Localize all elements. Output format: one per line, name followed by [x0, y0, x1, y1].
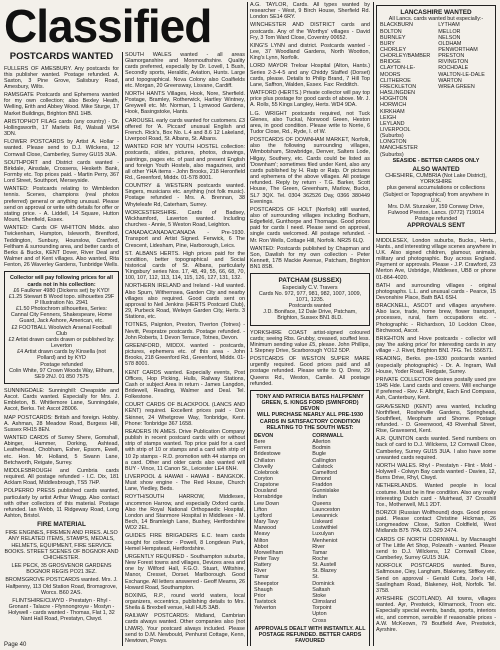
classified-ad: SUNNINGDALE: Sunninghill: Cheapside and Ascot. Cards wanted. Especially for Mrs. J. Embleton, B. Whitlemore Lane, Sunningdale, Ascot, Berks. Tel: Ascot 28006. [4, 388, 119, 413]
list-line: Milton Abbot [254, 537, 269, 550]
classified-ad: FULLERS OF AMESBURY. Any postcards for this publisher wanted. Postage refunded. A. Saxton, 3 Pine Grove, Salisbury Road, Amesbury, Wilts. [4, 65, 119, 90]
page-folio: Page 40 [4, 642, 27, 648]
list-line: Callington [312, 457, 337, 464]
list-line: Fraddon [312, 482, 333, 489]
classified-ad: NETHERLANDS. Wanted people in local costume. Must be in fine condition. Also any really interesting Dutch card - Muirhead, 37 Crosshill Tce., Motherwell, ML1 2DT. [376, 483, 496, 508]
list-line: Gunnislake [312, 488, 340, 495]
classified-ad: ROYTH/SOUTH HARROW, Middlesex, uncommon Harrow, and especially Oxford cards. Also the Royal National Orthopaedic Hospital, London and Stanmore Hospital in Middlesex - M. Bech, 14 Bramleigh Lane, Bushey, Hertfordshire WD2 2EL. [125, 494, 245, 532]
list-line: Shaugh Prior [254, 586, 273, 599]
classified-ad: WANTED FOR MY YOUTH HOSTEL collection: postcards, slides, pictures, photos, drawings, paintings, pages etc. of past and present English and foreign Youth Hostels, also magazines, and all other YHA items - John Brooks, 218 Heronfield Rd., Greenford, Middx. 01-578 8001. [125, 144, 245, 181]
list-line: Mary Tavy [254, 519, 279, 526]
classified-ad: MAP POSTCARDS: British and foreign. Hobby. A. Ashman, 28 Meadow Road, Burgess Hill, Sussex RH15 8EN. [4, 414, 119, 433]
list-line: Bugle [312, 451, 327, 458]
classified-ad: BRIGHTON and Hove postcards - collector will pay 'the asking price' for interesting cards in any village - J. Rivet, Brighton BN1 7FG. Tel. 556571. [376, 335, 496, 355]
list-line: FRECKLETON [380, 83, 417, 90]
list-line: Yelverton [254, 605, 277, 612]
classified-ad: BRACKNELL, ASCOT and villages anywhere. Also lace, trade, home brew, flower transport, processes, rural, farm occupations etc. - Photographic - Richardson, 10 Lockton Close, Birchwood, Ascot. [376, 303, 496, 334]
box-title: Collector will pay following prices for all cards not in his collection: [9, 275, 114, 288]
list-line: Marwood [254, 525, 277, 532]
list-line: Roche [312, 556, 328, 563]
list-line: Indian Queens [312, 494, 332, 507]
list-line: CHESHIRE, CUMBRIA (Not Lake District), YORKSHIRE [385, 173, 487, 186]
classified-ad: BOXING, R.P., round world waters, local organizers, eccentrics, publishing details to Mrs. Sheila & Brexbell venue, Hull HU5 3AB. [125, 592, 245, 612]
list-line: NELSON [438, 34, 461, 41]
list-line: Postage refunded [40, 361, 83, 368]
classified-ad: L.G. WRIGHT postcards required, not Tuck Glenes, also Tuckal, Norwood Green, Heston area, in good condition. Please write to Norrie, 6 Tudor Close, Rd., Ryde, I. of W. [250, 110, 370, 135]
list-line: Bodmin [312, 445, 331, 452]
classified-ad: LEE PECK, 35 GROSVENOR GARDENS BOGNOR REGIS PO21 3EZ. [11, 563, 112, 576]
classified-ad: FIRE ENGINES, FIREMEN AND FIRES. ALSO ANY RELATED ITEMS, STAMPS, MEDALS, HELMETS, EQUIPMENT, FIRE SERVICE BOOKS. STREET SCENES OF BOGNOR AND CHICHESTER. [4, 530, 119, 561]
list-line: BLACKBURN [380, 22, 413, 29]
classified-ad: LORD MAYOR Treloar Hospital (Alton, Hants.) Series 2-3-4-5 and any Chiddy Staffed (Dorset) cards, please. Details to Philip Brand, 7 Hill Top Lane, Saffron, Walden, Essex. Fax: Redditch. [250, 63, 370, 88]
list-line: Sheepstor [254, 580, 279, 587]
list-line: Lew Down [254, 500, 280, 507]
place-list [312, 439, 341, 624]
also-lines [380, 173, 492, 222]
classified-ad: READERS IN AMES. Drive Publication Company publish in recent postcard cards with or without strip of stamps wanted. Top price paid for a card with strip of 10 or stamps and a card with strip of 10 2p stamps - R.D. promotion with 44 stamps on a card. Other and older cards also wanted will BUY - Vince, 11 Canon St., Leicester LE4 6NH. [125, 428, 245, 472]
seaside-note: SEASIDE - BETTER CARDS ONLY [392, 157, 480, 164]
list-line: Liskeard [312, 519, 333, 526]
classified-ad: BORZOI (Russian Wolfhound) dogs. Good prices paid. Please contact Christine Hickman, 26 Longmeadow Close, Sutton Coldfield, West Midlands B75 7PA. 021-329 2474. [376, 510, 496, 535]
list-line: £2 FOOTBALL Woolwich Arsenal Football Club [11, 324, 112, 337]
list-line: Colebrook [254, 469, 279, 476]
column-rule [247, 2, 248, 646]
list-line: Camelford [312, 469, 338, 476]
list-line: Lewannick [312, 512, 338, 519]
list-line: HORWICH [380, 102, 407, 109]
list-line: J.D. Boniface, 12 Dale Drive, Patcham, Brighton, Sussex BN1 8LD. [263, 309, 357, 322]
list-line: River Tamar [312, 543, 328, 556]
column-3 [250, 2, 370, 646]
classified-ad: YORKSHIRE COAST artist-signed coloured cards; seeing Rbs. Grubby, creased, scuffed less. Minimum sending value £5, please. John Phillips, 1 Stepney Drive, Scarborough YO12 5DP. [250, 329, 370, 355]
list-line: £6 Faulkner 4980 (Dickens set) by KYD! [13, 287, 110, 294]
classified-ad: RAILWAY POSTCARDS: Midland, Cambrian cards always wanted. Other companies also (not LNWR). Your postcard always included. Please send to D.M. Newbould, Penhurst Cottage, Kenn, Newtown, Powys. [125, 613, 245, 644]
list-line: BOLTON [380, 28, 402, 35]
fire-material-heading: FIRE MATERIAL [37, 521, 86, 529]
column-2 [125, 52, 245, 646]
list-line: ROCHDALE [438, 65, 469, 72]
list-line: Coryton [254, 475, 273, 482]
box-lines [254, 285, 366, 322]
classified-ad: BROMSGROVE POSTCARDS wanted. Mrs. J. Halfpenny, 113 Old Station Road, Bromsgrove, Worcs. B60 2AS. [5, 577, 118, 596]
list-line: Meavy [254, 531, 270, 538]
classified-ad: CANADA/CANADA/CANADA - Pre-1930. Transport and Artist Signed. Fenwick, 6 The Crescent, Lidesham, Pine, Harborough, Leics. [125, 230, 245, 249]
classified-ad: FLOWER POSTCARDS by Artist A. Hollar - wanted. Please send to D.J. Wilckens, 12 Cornwall Close, Camberley, Surrey GU15 3UA. [4, 139, 119, 158]
list-line: St. Dominick [312, 574, 335, 587]
price-list [8, 288, 115, 380]
list-line: LYTHAM [438, 22, 460, 29]
lancashire-box [376, 5, 496, 234]
cornwall-heading: CORNWALL [312, 432, 344, 439]
classified-ad: COURT CARDS OF BLACKPOOL (LANCS AND KENT) required. Excellent prices paid - Don Skinner, 24 Whetgrove Way, Tonbridge, Kent. Phone: Tonbridge 367 1658. [125, 402, 245, 427]
patcham-box [250, 273, 370, 325]
box-subtitle: WILL PURCHASE NEARLY ALL PRE-1930 CARDS IN SATISFACTORY CONDITION RELATING TO THE SOUTH WEST: [257, 412, 363, 431]
column-rule [122, 52, 123, 646]
list-line: BURY [380, 40, 395, 47]
list-line: LEIGH [380, 114, 397, 121]
list-line: KIRKHAM [380, 108, 405, 115]
box-title: PATCHAM (SUSSEX) [278, 277, 342, 285]
column-4 [376, 2, 496, 635]
list-line: St. Blazey [312, 568, 337, 575]
list-line: Torpoint [312, 605, 332, 612]
classified-ad: KING'S LYNN and district. Postcards wanted - Lee, 37 Woodland Gardens, North Wootton, King's Lynn, Norfolk. [250, 42, 370, 62]
list-line: LEYLAND [380, 120, 405, 127]
list-line: RIVINGTON [438, 59, 469, 66]
town-list [380, 22, 434, 157]
list-line: MELLOR [438, 28, 461, 35]
list-line: Bridestowe [254, 451, 281, 458]
list-line: Launceston [312, 506, 341, 513]
list-line: PENWORTHAM [438, 46, 478, 53]
list-line: Allerton [312, 439, 331, 446]
ad-list [4, 388, 119, 519]
list-line: £1.50 Photochrom silhouettes, Series: Cannal City Fenners, Shakespeare, Home Guard, Jack Ashore, American, etc. [10, 306, 113, 325]
ad-list [376, 238, 496, 633]
list-line: HASLINGDEN [380, 90, 416, 97]
classified-ad: SOUTHPORT and District cards wanted - Birkdale, Ainsdale, Crossens, Hesketh Bank, Formby etc. Top prices paid. - Martin Perry, 367 Lord Street, Southport, Merseyside. [4, 159, 119, 185]
classified-ad: GRAVESEND (KENT) area wanted, including Northfleet, Rosherville Gardens, Springhead, Southfleet, Meopham and Shorne. Postage refunded. - D. Greenwood, 43 Rivenhall Street, Rise, Gravesend, Kent. [376, 403, 496, 435]
list-line: Especially C.V. Travers [282, 284, 338, 291]
bates-box [250, 390, 370, 646]
list-line: Tavistock [254, 599, 277, 606]
classified-ad: SOUTH WALES wanted - all areas Glamorganshire and Monmouthshire. Quality cards preferred, especially by Dr. Lovell, 1 Bush, Secondly sports, Heraldic, Aviation, Hunts. Large and topographical. Nova Colony also Coalfields etc. Morgan, 20 Greensway, Lisvane, Cardiff. [125, 52, 245, 89]
devon-heading: DEVON [254, 432, 274, 439]
list-line: Upton Cross [312, 611, 327, 624]
classified-ad: POLPERRO PRESS published cards wanted, particularly by artist Arthur Wragg. Also contact with other collectors of this material. Postage refunded. Ian Webb, 11 Ridgeway Road, Long Ashton, Bristol. [4, 488, 119, 519]
box-title: LANCASHIRE WANTED [400, 9, 472, 16]
list-line: Dimond [312, 475, 331, 482]
classified-ad: READING, Berks. pre-1930 postcards wanted (especially photographic) - Dr. A. Ingram, Wall House, Yoder Road, Redgate, Surrey. [376, 356, 496, 375]
classified-ad: WANTED CARDS of Surrey Shere, Gomshall, Abinger, Hammer, Dorking, Ashtead, Leatherhead, Chobham, Esher, Epsom, Ewell, etc. Hon. Mr. Holland, 5 Swann Lane, Betchworth, Reigate, Surrey. [4, 435, 119, 466]
classified-ad: CARDS OF NORTH CORNWALL by Macnaught of The Little Art Shop, Polzeath - wanted. Please send to D.J. Wilckens, 12 Cornwall Close, Camberley, Surrey GU15 3UA. [376, 536, 496, 562]
list-line: BURNLEY [380, 34, 406, 41]
list-line: CHORLEY [380, 46, 407, 53]
classified-ad: GUIDES FIRE BRIGADERS E.C. team cards sought for collector - Powell, 8 Longdean Park, Hemel Hempstead, Hertfordshire. [125, 533, 245, 552]
price-list-box [4, 271, 119, 384]
list-line: Chillaton [254, 457, 275, 464]
classified-ad: GREENFORD, MIDDX. wanted - postcards, pictures, ephemera etc. of this area - John Brooks, 218 Greenford Rd., Greenford, Middx. 01-578 8001. [125, 342, 245, 368]
classified-ad: FLINTSHIRE/CLWYD - Prestatyn - Rhyl - Gronant - Talacre - Ffynnongroyw - Mostyn - Holywell - cards wanted - Thomas, Flat 1, 32 Nant Hall Road, Prestatyn, Clwyd. [8, 597, 115, 623]
classified-ad: POSTCARDS OF HOLT (Norfolk) still wanted, also of surrounding villages including Bodham, Edgefield, Gunthorpe and Thornage. Good prices paid for cards I need. Please send on approval, single cards welcomed. All postage refunded. - Mr. Ron Wells, Cottage Hill, Norfolk. NR25 6LQ. [250, 206, 370, 244]
classified-ad: A.R. QUINTON cards wanted. Send numbers on back of card to D.J. Wilckens, 12 Cornwall Close, Camberley, Surrey GU15 3UA. I also have some unwanted cards required. [376, 436, 496, 461]
list-line: Peter Tavy [254, 556, 280, 563]
list-line: CLITHEROE [380, 77, 411, 84]
list-line: Luxulyan [312, 531, 334, 538]
classified-ad: POSTCARDS OF WESTON SUPER MARE urgently required. Good prices paid and all postage refunded. Please write to Q. Drew, 29 Queens Rd., Weston, Camlie. All postage refunded. [250, 356, 370, 387]
box-title: TONY AND PATRICIA BATES HALFPENNY GREEN, S. KINGS FORD (SWINFORD) DEVON [256, 393, 364, 413]
list-line: CLAYTON-LE-MOORS [380, 65, 416, 78]
classified-ad: WATFORD (HERTS.) Private collector will pay top price plus postage for good cards of above. Mr. J. A. Rolls, 55 Kings Langley, Herts. WD4 9DA. [250, 90, 370, 109]
list-line: Lydford [254, 512, 272, 519]
list-line: plus general accumulations or collections (Subject or Topographical) from anywhere in U.K. [383, 185, 489, 204]
list-line: Morwellham [254, 549, 284, 556]
list-line: PRESTON [438, 53, 465, 60]
cornwall-list [312, 433, 366, 624]
town-lists [380, 22, 492, 157]
classified-ad: NORFOLK POSTCARDS wanted. Bures, Saltmouse, Cley, Langham, Blakeney, Stiffkey etc. Send on approval - Gerald Cutts, Joe's Hill, Saxlingham Road, Blakeney, Holt, Norfolk. Tel. 3758. [376, 563, 496, 594]
list-line: OLDHAM [438, 40, 462, 47]
list-line: CHORLEY/BAMBER BRIDGE [380, 53, 431, 66]
list-line: MANCHESTER (Suburbs) [380, 145, 418, 158]
list-line: Stoke Climsland [312, 592, 336, 606]
classified-ad: ARISTOPHOT FILAG cards (any country) - Dr. Hollingsworth, 17 Marlets Rd, Walsall WS4 3DN. [4, 118, 119, 138]
classified-ad: A.G. TAYLOR, Cards. All types wanted by researcher - West, 9 Birch House, Sherfield Rd. London SE14 6RY. [250, 2, 370, 21]
box-footer: APPROVALS DEALT WITH INSTANTLY. ALL POSTAGE REFUNDED. BETTER CARDS FAVOURED [254, 625, 366, 645]
classified-ad: URGENTLY REQUIRED - Southampton suburbs, New Forest towns and villages, Devizes area and one by Wilford Hall, F.G.O. Stuart, Wiltshire, Manor, Cresset, Dorset. Marlborough. Good Exchange. All letters answered - Geoff Meams, 26 Howard Road, Southampton. [125, 553, 245, 591]
classified-ad: BATH and surrounding villages - original photographs. L.L. and unusual cards - Pearce, 15 Devonshire Place, Bath BA1 6SH. [376, 282, 496, 302]
county-lists [254, 433, 366, 624]
classified-ad: PRIVATE COLLECTOR desires postally used pre 1945 Hde. Land cards and covers. Will exchange if preferred - Rev. F. Albright, Each End Compass, Ash, Canterbury, Kent. [376, 376, 496, 402]
list-line: £2 Artist drawn cards drawn or published by: Leverton [8, 336, 115, 350]
list-line: Colin White, 97 Crown Woods Way, Eltham, SE9 2NJ. 01 850 7575 [9, 367, 114, 380]
ad-list [250, 2, 370, 270]
classified-ad: LIVERPOOL & HAWAII - HAWAII - BANGKOK. Must show engine - The Red House, Church Lane, Yiedley, Beds. [125, 474, 245, 493]
column-1 [4, 52, 119, 625]
list-line: Crapstone [254, 482, 279, 489]
classified-ad: MIDDLESBROUGH and Cumbria cards required. All postage refunded - I.C. Dix, 181 Acklam Road, Middlesbrough, TS5 7HP. [4, 467, 119, 487]
list-line: Cards No. 972, 977, 981, 982, 1007, 1009, 1071, 1235. [258, 290, 362, 303]
classified-ad: WANTED: Cards OF WHITTON Middx. also Twickenham, Hampton, Isleworth, Brentford, Teddington, Sunbury, Hounslow, Cranford, Feltham & surrounding area, and better cards of Berks & Bucks, KENT Dover, River Deal and Walmer and of Kent villages. Also wanted, Rita Fenton, 26 Waverley Gardens, Tunbridge Wells. [4, 225, 119, 269]
list-line: WALTON-LE-DALE [438, 71, 485, 78]
classified-ad: ST. ALBANS HERTS. High prices paid for the condition, better topographical and Social historical cards of St. Albans, particularly 'Kingsbury' series Nos. 17, 48, 49, 55, 66, 68, 70, 100, 107, 112, 113, 114, 115, 126, 127, 131, 132. [125, 250, 245, 282]
list-line: Calstock [312, 463, 333, 470]
ad-list [4, 66, 119, 269]
classified-ad: WORCESTERSHIRE. Cards of Badsey, Wickhamford, Laverton wanted. Including churches - Annie, 5 Weston Road, Leighton. [125, 209, 245, 229]
place-list [254, 439, 284, 612]
ad-list [125, 52, 245, 644]
classified-ad: CAROUSEL early cards wanted for customers. £3 offered for 'A. Piccard' unusual English and French. Rick's, Box No. L.4 and 8.6 12 Lakeland, Liverpool Road, St. Albans, St. Albans. [125, 117, 245, 143]
list-line: Rattery [254, 562, 272, 569]
box-intro: All Lancs. cards wanted but especially:- [388, 16, 484, 23]
town-list [438, 22, 492, 157]
also-wanted-heading: ALSO WANTED [412, 165, 460, 173]
list-line: Clovelly [254, 463, 273, 470]
list-line: Dousland [254, 488, 277, 495]
list-line: WREA GREEN [438, 83, 475, 90]
classified-ad: NORTHERN IRELAND and Ireland - Hull wanted. Also Spurn, Withernsea, Garden City and nearby villages also required. Good cards sent on approval to Neil Jenkins (HERTS Postcard Club), 29, Purbeck Road, Welwyn Garden City, Herts. 3 Stations, etc. [125, 283, 245, 321]
column-rule [373, 2, 374, 646]
classified-ad: POSTCARDS OF DOWNHAM MARKET, Norfolk, also the following surrounding villages, Wimbotsham, Stowbridge, Denver, Salters Lode, Hilgay, Southery, etc. Cards could be listed as 'Downham'; sometimes filed under Kent, also any cards published by H. Ratp or Ratp. Or pictures and ephemera of the above villages. All postage refunded. Reply by return - T.G. Barker, Scott House, The Green, Greenham, Marlow, Bucks, SL7 3QX. Tel. 0304 362526 Day, 0366 380449 Evenings. [250, 137, 370, 205]
list-line: Mrs. D.M. Sturzaker, 159 Conway Drive, Fulwood Preston, Lancs. (0772) 719014 [387, 203, 485, 217]
list-line: £4 Artist drawn cards by Kinsella (not Pollard) and by KYD [17, 349, 106, 362]
ad-list [250, 330, 370, 387]
approvals-note: APPROVALS SENT [406, 222, 466, 230]
masthead-title: Classified [4, 0, 212, 52]
list-line: Lifton [254, 506, 268, 513]
classified-ad: WINCHESTER AND DISTRICT cards and postcards. Any of the 'Worthys' villages - David Fry, 3 Tom Ward Close, Coventry 00652. [250, 22, 370, 41]
list-line: Saltash [312, 586, 331, 593]
classified-ad: NORTH WALES. Rhyl - Prestatyn - Flint - Mold - Holywell - Colwyn Bay cards wanted - Davies, 12, Burns Drive, Rhyl, Clwyd. [376, 462, 496, 482]
classified-ad: WANTED: Postcards published by Chapman and Son, Dawlish for my own collection - Peter Kennett, 17B Mackie Avenue, Patcham, Brighton BN1 8SB. [250, 245, 370, 271]
classified-ad: RAMSGATE Postcards and Ephemera wanted for my own collection; also Bexley Heath, Welling, Erith and Abbey Wood. Mike Sturge, 17 Market Buildings, Brighton BN1 1HB. [4, 92, 119, 117]
list-line: LONGTON [380, 139, 407, 146]
list-line: WARTON [438, 77, 462, 84]
classified-ad: MIDDLESEX, London suburbs, Bucks., Herts., Hants., and interesting village scenes anywhere in U.K. Also signed children, glamour, animals, military and photographic. Buy across England. Payment or approvals. Please - J.P. Crawford, 23 Merton Ave, Uxbridge, Middlesex, UB8 or phone 01-864-4020. [376, 237, 496, 281]
list-line: HOGHTON [380, 96, 408, 103]
classified-ad: TOTNES, Paignton, Preston, Tiverton (Totnes) - Nevitt, Pespratze postcards. Postage refunded. - John Roberts, 1 Devon Terrace, Totnes, Devon. [125, 322, 245, 341]
devon-list [254, 433, 308, 624]
classified-ad: AYRSHIRE (SCOTLAND). All towns, villages wanted. Ayr, Prestwick, Kilmarnock, Troon etc. Especially special events, bands, sports, interiors etc, and common, sensible if reasonable prices - A.W. McKeown, 79 Boutfield Ave, Prestwick, Ayrshire. [376, 596, 496, 633]
classified-ad: COUNTRY & WESTERN postcards wanted. Singers, musicians etc. anything (not folk music). Postage refunded - Mrs. A. Brennan, 38 Whyteleafe Rd, Caterham, Surrey. [125, 183, 245, 208]
list-line: Postage refunded [414, 216, 458, 223]
postcards-wanted-heading: POSTCARDS WANTED [9, 52, 114, 62]
list-line: Lostwithiel [312, 525, 338, 532]
classified-ad: WANTED: Postcards relating to Wimbledon tennis. Scenes, champions (real photos preferred) general or anything unusual. Please send on approval or write with details for offer or stating price. - A. Liddell, 14 Square, Hutton Mount, Shenfield, Essex. [4, 186, 119, 224]
list-line: St. Austell [312, 562, 337, 569]
list-line: Postcards wanted [288, 303, 332, 310]
classified-ad: KENT CARDS wanted. Especially events, Post Offices, Hop Picking, Hulls, Railway Stations, Cash or subject Area in return - James Langdon, Bridewell, Reading, Walmer and Deal. Tel. Folkestone. [125, 369, 245, 401]
list-line: Bere Ferrers [254, 439, 272, 452]
list-line: LIVERPOOL (Suburbs) [380, 127, 411, 140]
ad-list [4, 530, 119, 622]
list-line: £1.25 Stewart B Wood topo. silhouettes 29F P Illustration No. 2941 [8, 293, 115, 306]
list-line: Menheniot [312, 537, 338, 544]
classified-ad: NORTH HANTS Villages, Hook, Nore, Sherfield. Postage, Bramley, Rotherwick, Hartley Wintney, Greywell etc. Mr. Norman, 1 Lynwood Gardens, Hook, Basingstoke, Hants. [125, 90, 245, 116]
list-line: Horrabridge [254, 494, 283, 501]
list-line: River Tamar [254, 568, 269, 581]
